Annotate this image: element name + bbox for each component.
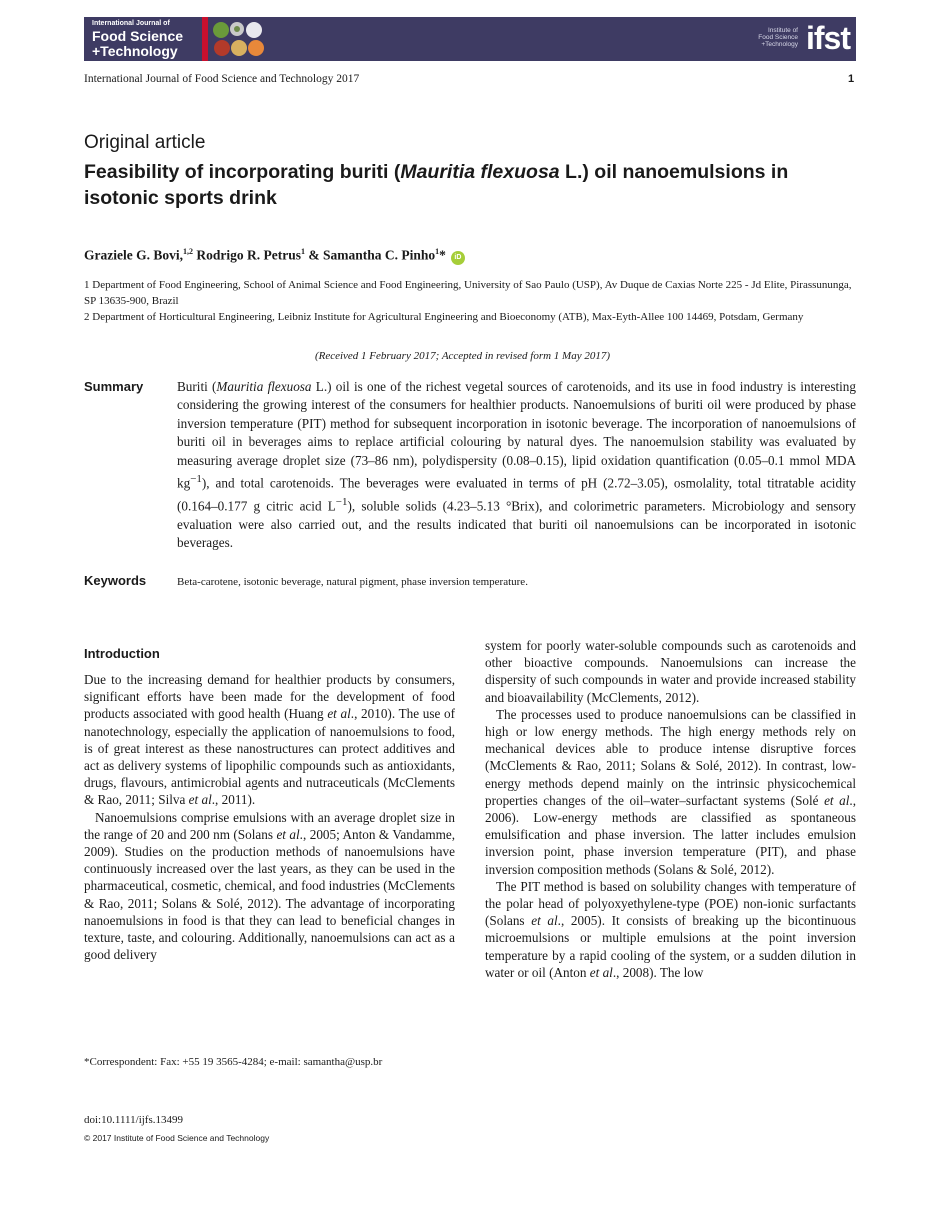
intro-p4-text-b: ., 2005). It consists of breaking up the bicontinuous microemulsions or multiple emulsions at the point inversion temperature by a rapid cooling of the system, or a sudden dilution in water or oil (Anton (485, 913, 857, 980)
page-number: 1 (848, 73, 855, 85)
summary-unit-exponent-2: −1 (335, 495, 348, 508)
author-3-affil: 1 (435, 247, 440, 256)
summary-text-4: ), soluble solids (4.23–5.13 °Brix), and colorimetric parameters. Microbiology and sensory evaluation were also carried out, and the results indicated that buriti oil nanoemulsions can be incorporated in isotonic beverages. (177, 498, 856, 551)
intro-p3-text-a: The processes used to produce nanoemulsions can be classified in high or low energy methods. The high energy methods rely on mechanical devices able to produce intense disruptive forces (McClements & Rao, 2011; Solans & Solé, 2012). In contrast, low-energy methods depend mainly on the intrinsic physicochemical properties changes of the oil–water–surfactant systems (Solé (485, 706, 856, 808)
et-al: et al (188, 792, 212, 808)
ifst-caption-line1: Institute of (768, 27, 798, 34)
author-2: Rodrigo R. Petrus (192, 247, 301, 263)
received-dates: (Received 1 February 2017; Accepted in revised form 1 May 2017) (314, 350, 611, 362)
summary-text-1: Buriti ( (177, 379, 217, 394)
summary-text-2: L.) oil is one of the richest vegetal sources of carotenoids, and its use in food industry is interesting considering the growing interest of the consumers for healthier products. Nanoemulsions of buriti oil were produced by phase inversion temperature (PIT) method for subsequent incorporation in isotonic beverage. The incorporation of nanoemulsions of buriti oil in beverages aims to replace artificial colouring by natural dyes. The nanoemulsion stability was evaluated by measuring average droplet size (73–86 nm), polydispersity (0.08–0.15), lipid oxidation quantification (0.05–0.1 mmol MDA kg (177, 379, 856, 491)
intro-p2-text-b: ., 2005; Anton & Vandamme, 2009). Studies on the production methods of nanoemulsions have continuously increased over the last years, as they can be used in the pharmaceutical, cosmetic, chemical, and food industries (McClements & Rao, 2011; Solans & Solé, 2012). The advantage of incorporating nanoemulsions in food is that they can lead to beneficial changes in texture, taste, and colouring. Additionally, nanoemulsions can act as a good delivery (84, 826, 455, 963)
left-column (84, 671, 455, 963)
intro-p3-text-b: ., 2006). Low-energy methods are classified as spontaneous emulsification and phase inversion. The latter includes emulsion inversion point, phase inversion temperature (PIT), and phase inversion composition methods (Solans & Solé, 2012). (485, 792, 856, 877)
correspondence-footnote: *Correspondent: Fax: +55 19 3565-4284; e-mail: samantha@usp.br (84, 1056, 383, 1068)
banner-accent-bar (202, 17, 208, 61)
et-al: et al (276, 826, 300, 842)
corresponding-mark: * (439, 247, 446, 263)
title-part1: Feasibility of incorporating buriti ( (84, 161, 401, 183)
journal-banner (84, 17, 856, 61)
author-1: Graziele G. Bovi, (84, 247, 183, 263)
intro-paragraph-3 (485, 706, 856, 878)
journal-logo-line2: Food Science (92, 28, 184, 44)
copyright-notice: © 2017 Institute of Food Science and Technology (84, 1133, 270, 1143)
ifst-logo: ifst (806, 20, 850, 56)
intro-p4-text-c: ., 2008). The low (612, 964, 704, 980)
summary-unit-exponent-1: −1 (190, 473, 202, 486)
author-3: Samantha C. Pinho (322, 247, 436, 263)
summary-text-3: ), and total carotenoids. The beverages were evaluated in terms of pH (2.72–3.05), osmolality, total titratable acidity (0.164–0.177 g citric acid L (177, 475, 856, 514)
running-head: International Journal of Food Science and Technology 2017 (84, 73, 360, 85)
ifst-caption-line3: +Technology (761, 41, 798, 48)
et-al: et al (589, 964, 613, 980)
author-1-affil: 1,2 (182, 247, 193, 256)
intro-p1-text-a: Due to the increasing demand for healthier products by consumers, significant efforts have been made for the development of food products associated with good health (Huang (84, 672, 455, 722)
et-al: et al (327, 706, 351, 722)
intro-paragraph-1 (84, 671, 455, 809)
summary-text (177, 378, 856, 552)
author-list (84, 247, 465, 265)
intro-paragraph-2-continued: system for poorly water-soluble compounds such as carotenoids and other bioactive compounds. Nanoemulsions can increase the dispersity of such compounds in water and provide increased stability and bioavailability (McClements, 2012). (485, 638, 856, 705)
journal-logo-line1: International Journal of (92, 20, 170, 27)
et-al: et al (531, 913, 558, 929)
ifst-caption-line2: Food Science (758, 34, 798, 41)
ifst-logo-caption (758, 27, 798, 48)
affiliation-2: 2 Department of Horticultural Engineering, Leibniz Institute for Agricultural Engineering and Bioeconomy (ATB), Max-Eyth-Allee 100 14469, Potsdam, Germany (84, 311, 804, 323)
journal-logo-line3: +Technology (92, 43, 178, 59)
food-collage-image (212, 20, 268, 58)
article-title (84, 159, 844, 211)
et-al: et al (824, 792, 850, 808)
intro-paragraph-4 (485, 878, 856, 981)
orcid-icon[interactable]: iD (451, 251, 465, 265)
right-column (485, 637, 856, 981)
journal-logo (92, 20, 183, 59)
keywords-label: Keywords (84, 573, 147, 588)
summary-species: Mauritia flexuosa (216, 379, 312, 394)
doi-link[interactable]: doi:10.1111/ijfs.13499 (84, 1114, 183, 1126)
intro-p4-text-a: The PIT method is based on solubility changes with temperature of the polar head of polyoxyethylene-type (POE) non-ionic surfactants (Solans (485, 878, 856, 929)
keywords-text: Beta-carotene, isotonic beverage, natural pigment, phase inversion temperature. (177, 576, 528, 588)
title-part2: L.) oil nanoemulsions in isotonic sports drink (84, 161, 789, 209)
intro-p1-text-c: ., 2011). (211, 792, 256, 808)
affiliation-1: 1 Department of Food Engineering, School of Animal Science and Food Engineering, University of Sao Paulo (USP), Av Duque de Caxias Norte 225 - Jd Elite, Pirassununga, SP 13635-900, Brazil (84, 279, 852, 307)
intro-paragraph-2 (84, 809, 455, 964)
article-type: Original article (84, 132, 206, 153)
author-separator: & (304, 247, 323, 263)
introduction-heading: Introduction (84, 646, 160, 661)
author-2-affil: 1 (300, 247, 305, 256)
summary-label: Summary (84, 379, 144, 394)
intro-p1-text-b: ., 2010). The use of nanotechnology, especially the application of nanoemulsions to food, is of great interest as these nanostructures can protect additives and act as delivery systems of lipophilic compounds such as antioxidants, drugs, flavours, antimicrobial agents and nutraceuticals (McClements & Rao, 2011; Silva (84, 706, 455, 808)
title-species: Mauritia flexuosa (400, 161, 560, 183)
intro-p2-text-a: Nanoemulsions comprise emulsions with an average droplet size in the range of 20 and 200 nm (Solans (84, 809, 455, 842)
